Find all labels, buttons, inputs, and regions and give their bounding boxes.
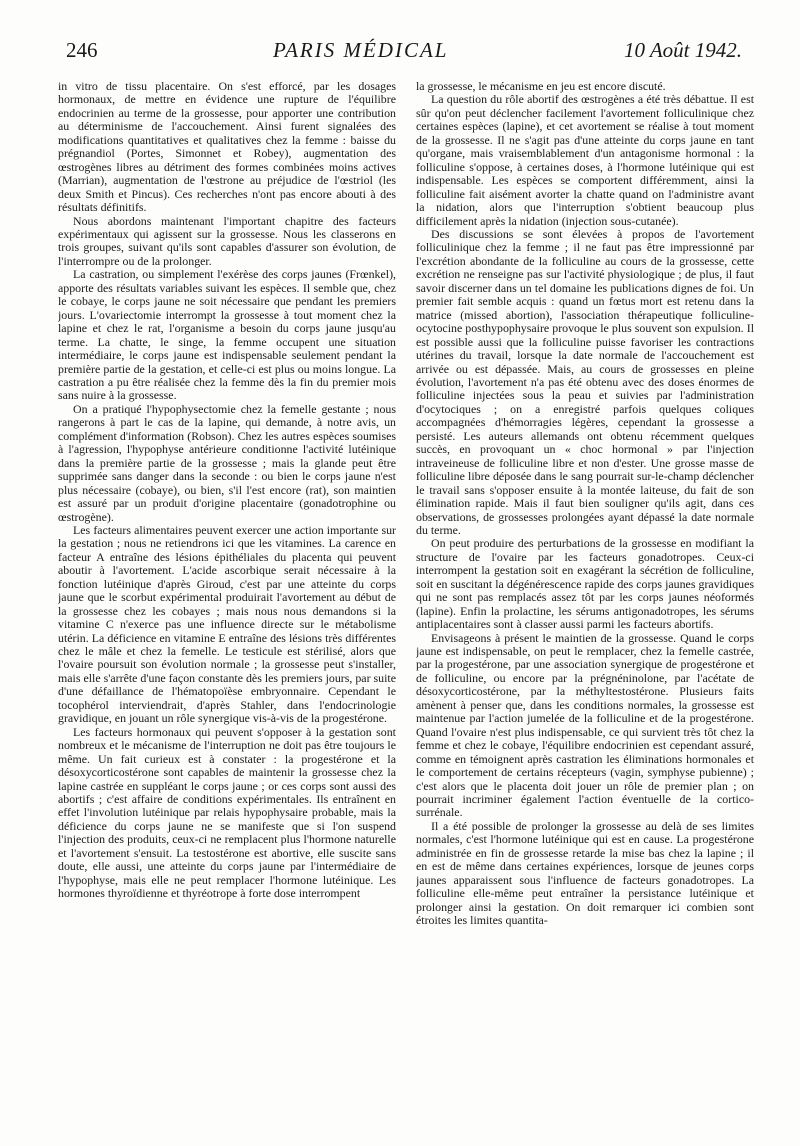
paragraph: Les facteurs alimentaires peuvent exercer une action importante sur la gestation ; nous ne retiendrons ici que les vitamines. La carence en facteur A entraîne des lésions épithéliales du placenta qui peuvent aboutir à l'avortement. L'acide ascorbique serait nécessaire à la fonction lutéinique d'après Giroud, c'est par une atteinte du corps jaune que le scorbut expérimental produirait l'avortement au début de la grossesse chez les cobayes ; mais nous nous demandons si la vitamine C n'exerce pas une influence directe sur le métabolisme utérin. La déficience en vitamine E entraîne des lésions très différentes chez le mâle et chez la femelle. Le testicule est stérilisé, alors que l'ovaire poursuit son évolution normale ; la grossesse peut s'installer, mais elle s'arrête d'une façon constante dès les premiers jours, par suite d'une défaillance de l'hématopoïèse embryonnaire. Cependant le tocophérol interviendrait, d'après Stahler, dans l'endocrinologie gravidique, en jouant un rôle synergique vis-à-vis de la progestérone. xyxy=(58,522,396,726)
paragraph: On peut produire des perturbations de la grossesse en modifiant la structure de l'ovaire par les facteurs gonadotropes. Ceux-ci interrompent la gestation soit en exagérant la sécrétion de folliculine, soit en suscitant la dégénérescence rapide des corps jaunes gravidiques qui ne sont pas remplacés assez tôt par les corps jaunes néoformés (lapine). Enfin la prolactine, les sérums antigonadotropes, les sérums antiplacentaires sont à classer aussi parmi les facteurs abortifs. xyxy=(416,536,754,632)
paragraph: La castration, ou simplement l'exérèse des corps jaunes (Frœnkel), apporte des résultats variables suivant les espèces. Il semble que, chez le cobaye, le corps jaune ne soit nécessaire que pendant les premiers jours. L'ovariectomie interrompt la grossesse à tout moment chez la lapine et chez le rat, l'organisme a besoin du corps jaune jusqu'au terme. La chatte, le singe, la femme occupent une situation intermédiaire, le corps jaune est indispensable seulement pendant la première partie de la gestation, et celle-ci est plus ou moins longue. La castration a pu être réalisée chez la femme dès la fin du premier mois sans nuire à la grossesse. xyxy=(58,267,396,403)
issue-date: 10 Août 1942. xyxy=(623,38,742,62)
page-number: 246 xyxy=(66,38,98,62)
paragraph: Les facteurs hormonaux qui peuvent s'opposer à la gestation sont nombreux et le mécanisme de l'interruption ne doit pas être toujours le même. Un fait curieux est à constater : la progestérone et la désoxycorticostérone sont capables de maintenir la grossesse chez la lapine castrée en suppléant le corps jaune ; or ces corps sont aussi des abortifs ; c'est affaire de conditions expérimentales. Ils entraînent en effet l'involution lutéinique par relais hypophysaire probable, mais la déficience du corps jaune ne se manifeste que si l'on suspend l'injection des produits, ceux-ci ne remplacent plus l'hormone naturelle et l'avortement s'ensuit. La testostérone est abortive, elle suscite sans doute, elle aussi, une atteinte du corps jaune par l'intermédiaire de l'hypophyse, mais elle ne peut remplacer l'hormone lutéinique. Les hormones thyroïdienne et thyréotrope à forte dose interrompent xyxy=(58,724,396,901)
page-header xyxy=(66,38,742,72)
paragraph: La question du rôle abortif des œstrogènes a été très débattue. Il est sûr qu'on peut déclencher facilement l'avortement folliculinique chez certaines espèces (lapine), et cet avortement se réalise à tout moment de la grossesse. Il ne s'agit pas d'une atteinte du corps jaune en tant qu'organe, mais vraisemblablement d'un antagonisme hormonal : la folliculine s'oppose, à certaines doses, à l'hormone lutéinique qui est indispensable. Les espèces se comportent différemment, ainsi la folliculine fait aisément avorter la chatte quand on l'administre avant la nidation, alors que l'interruption s'obtient beaucoup plus difficilement après la nidation (injection sous-cutanée). xyxy=(416,92,754,228)
right-column xyxy=(416,80,754,1120)
paragraph: in vitro de tissu placentaire. On s'est efforcé, par les dosages hormonaux, de mettre en évidence une rupture de l'équilibre endocrinien au terme de la grossesse, pour apporter une contribution au déterminisme de l'accouchement. Ainsi furent signalées des modifications quantitatives et qualitatives chez la femme : baisse du prégnandiol (Portes, Simonnet et Robey), augmentation des œstrogènes libres au détriment des formes combinées moins actives (Marrian), augmentation de l'œstrone au préjudice de l'œstriol (les deux Smith et Pincus). Ces recherches n'ont pas encore abouti à des résultats définitifs. xyxy=(58,80,396,215)
paragraph: Envisageons à présent le maintien de la grossesse. Quand le corps jaune est indispensable, on peut le remplacer, chez la femelle castrée, par la progestérone, par une association synergique de progestérone et de folliculine, ou encore par la prégnéninolone, par l'acétate de désoxycorticostérone, par la méthyltestostérone. Plusieurs faits amènent à penser que, dans les conditions normales, la grossesse est maintenue par l'action jumelée de la folliculine et de la progestérone. Quand l'ovaire n'est plus indispensable, ce qui survient très tôt chez la femme et chez le cobaye, l'équilibre endocrinien est cependant assuré, comme en témoignent après castration les éliminations hormonales et le comportement de certains récepteurs (vagin, symphyse pubienne) ; c'est alors que le placenta doit jouer un rôle de premier plan ; on pourrait incriminer également l'action éventuelle de la cortico-surrénale. xyxy=(416,630,754,820)
journal-title: PARIS MÉDICAL xyxy=(272,38,449,62)
paragraph: On a pratiqué l'hypophysectomie chez la femelle gestante ; nous rangerons à part le cas de la lapine, qui demande, à notre avis, un complément d'information (Robson). Chez les autres espèces soumises à l'agression, l'hypophyse antérieure conditionne l'activité lutéinique dans la première partie de la grossesse ; mais la glande peut être supprimée sans danger dans la seconde : ou bien le corps jaune n'est plus nécessaire (cobaye), ou bien, s'il l'est encore (rat), son maintien est assuré par un produit d'origine placentaire (gonadotrophine ou œstrogène). xyxy=(58,401,396,524)
left-column xyxy=(58,80,396,1120)
paragraph: la grossesse, le mécanisme en jeu est encore discuté. xyxy=(416,80,666,93)
text-columns xyxy=(58,80,754,1120)
paragraph: Des discussions se sont élevées à propos de l'avortement folliculinique chez la femme ; il ne faut pas être impressionné par l'excrétion abondante de la folliculine au cours de la grossesse, cette excrétion ne renseigne pas sur l'activité physiologique ; de plus, il faut savoir discerner dans un tel domaine les publications dignes de foi. Un premier fait semble acquis : quand un fœtus mort est retenu dans la matrice (missed abortion), l'association thérapeutique folliculine-ocytocine posthypophysaire provoque le plus souvent son expulsion. Il est possible aussi que la folliculine puisse favoriser les contractions utérines du travail, lorsque la date normale de l'accouchement est arrivée ou est dépassée. Mais, au cours de grossesses en pleine évolution, l'avortement n'a pas été obtenu avec des doses énormes de folliculine injectées sous la peau et suivies par l'administration d'ocytociques ; on a enregistré parfois quelques coliques accompagnées d'hémorragies légères, cependant la grossesse a persisté. Les auteurs allemands ont obtenu récemment quelques succès, en provoquant un « choc hormonal » par l'injection intraveineuse de folliculine libre et non d'ester. Une grosse masse de folliculine libre déposée dans le sang pourrait sur-le-champ déclencher le travail sans s'opposer ensuite à la montée laiteuse, du fait de son élimination rapide. Mais il faut bien souligner qu'ils agit, dans ces observations, de grossesses prolongées ayant dépassé la date normale du terme. xyxy=(416,226,754,537)
paragraph: Nous abordons maintenant l'important chapitre des facteurs expérimentaux qui agissent sur la grossesse. Nous les classerons en trois groupes, suivant qu'ils sont capables d'assurer son évolution, de l'interrompre ou de la prolonger. xyxy=(58,213,396,268)
paragraph: Il a été possible de prolonger la grossesse au delà de ses limites normales, c'est l'hormone lutéinique qui est en cause. La progestérone administrée en fin de grossesse retarde la mise bas chez la lapine ; il en est de même dans certaines expériences, lorsque de jeunes corps jaunes apparaissent sous l'influence de facteurs gonadotropes. La folliculine elle-même peut entraîner la persistance lutéinique et prolonger ainsi la gestation. On doit remarquer ici combien sont étroites les limites quantita- xyxy=(416,818,754,928)
